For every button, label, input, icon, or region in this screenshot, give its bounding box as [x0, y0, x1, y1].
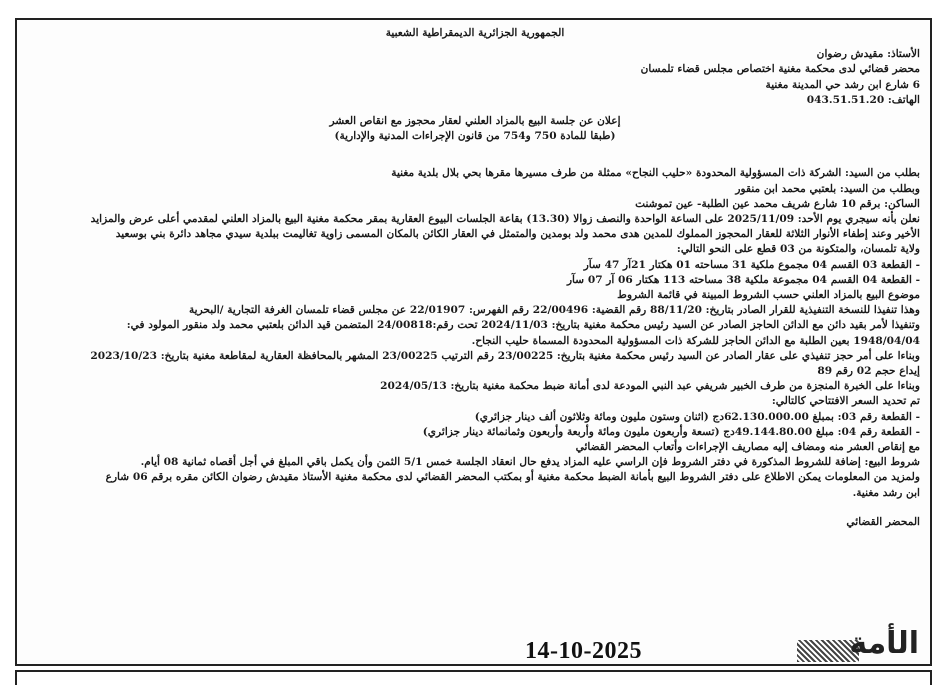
body-line: ابن رشد مغنية. [852, 486, 920, 499]
body-line: تم تحديد السعر الافتتاحي كالتالي: [771, 395, 920, 408]
bailiff-name: الأستاذ: مقيدش رضوان [816, 48, 920, 61]
bailiff-title: محضر قضائي لدى محكمة مغنية اختصاص مجلس قضاء تلمسان [640, 63, 920, 76]
body-line: وتنفيذا لأمر بقيد دائن مع الدائن الحاجز الصادر عن السيد رئيس محكمة مغنية بتاريخ: 2024/11/03 تحت رقم:24/00818 المتضمن قيد الدائن بلعتبي محمد ولد منقور المولود في: [126, 319, 920, 332]
signature: المحضر القضائي [846, 515, 920, 528]
body-line: مع إنقاص العشر منه ومضاف إليه مصاريف الإجراءات وأتعاب المحضر القضائي [575, 441, 920, 454]
body-line: - القطعة رقم 04: مبلغ 49.144.80.00دج (تسعة وأربعون مليون ومائة وأربعة وأربعون وثمانمائة دينار جزائري) [422, 425, 920, 438]
body-line: وبناءا على أمر حجز تنفيذي على عقار الصادر عن السيد رئيس محكمة مغنية بتاريخ: 23/00225 رقم الترتيب 23/00225 المشهر بالمحافظة العقارية لمقاطعة مغنية بتاريخ: 2023/10/23 [90, 349, 920, 362]
body-line: ولمزيد من المعلومات يمكن الاطلاع على دفتر الشروط البيع بأمانة الضبط محكمة مغنية أو بمكتب المحضر القضائي لدى محكمة مغنية الأستاذ مقيدش رضوان الكائن مقره برقم 06 شارع [105, 471, 920, 484]
body-line: الأخير وعند إطفاء الأنوار الثلاثة للعقار المحجوز المملوك للمدين هدى محمد ولد بومدين والمتمثل في العقار الكائن بالمكان المسمى زاوية تغاليمت ببلدية سيدي مجاهد دائرة بني بوسعيد [115, 228, 920, 241]
body-line: وبطلب من السيد: بلعتبي محمد ابن منقور [735, 182, 920, 195]
body-line: - القطعة رقم 03: بمبلغ 62.130.000.00دج (اثنان وستون مليون ومائة وثلاثون ألف دينار جزائري) [474, 410, 920, 423]
republic-header: الجمهورية الجزائرية الديمقراطية الشعبية [385, 27, 565, 39]
publication-date: 14-10-2025 [525, 638, 642, 664]
body-line: وهذا تنفيذا للنسخة التنفيذية للقرار الصادر بتاريخ: 88/11/20 رقم القضية: 22/00496 رقم الفهرس: 22/01907 عن مجلس قضاء تلمسان الغرفة التجارية /البحرية [189, 304, 920, 317]
body-line: - القطعة 04 القسم 04 مجموعة ملكية 38 مساحته 113 هكتار 06 آر 07 سآر [566, 273, 920, 286]
bailiff-phone: الهاتف: 043.51.51.20 [806, 93, 920, 106]
body-line: شروط البيع: إضافة للشروط المذكورة في دفتر الشروط فإن الراسي عليه المزاد يدفع حال انعقاد الجلسة خمس 5/1 الثمن وأن يكمل باقي المبلغ في أجل أقصاه ثمانية 08 أيام. [140, 456, 920, 469]
body-line: 1948/04/04 بعين الطلبة مع الدائن الحاجز للشركة ذات المسؤولية المحدودة المسماة حليب النجاح. [471, 334, 920, 347]
next-announcement-frame [15, 670, 932, 685]
body-line: ولاية تلمسان، والمتكونة من 03 قطع على النحو التالي: [676, 243, 920, 256]
bailiff-address: 6 شارع ابن رشد حي المدينة مغنية [765, 78, 920, 91]
body-line: موضوع البيع بالمزاد العلني حسب الشروط المبينة في قائمة الشروط [617, 289, 920, 302]
body-line: نعلن بأنه سيجري يوم الأحد: 2025/11/09 على الساعة الواحدة والنصف زوالا (13.30) بقاعة الجلسات البيوع العقارية بمقر محكمة مغنية البيع بالمزاد العلني لمقدمي أعلى عرض والمزايد [90, 213, 920, 226]
logo-text: الأمة [849, 626, 919, 661]
announcement-document [30, 26, 920, 530]
announcement-title: إعلان عن جلسة البيع بالمزاد العلني لعقار محجوز مع انقاص العشر [329, 115, 621, 128]
announcement-subtitle: (طبقا للمادة 750 و754 من قانون الإجراءات المدنية والإدارية) [334, 130, 616, 143]
body-line: إيداع حجم 02 رقم 89 [817, 365, 920, 378]
body-line: الساكن: برقم 10 شارع شريف محمد عين الطلبة- عين تموشنت [635, 197, 920, 210]
body-line: - القطعة 03 القسم 04 مجموع ملكية 31 مساحته 01 هكتار 21آر 47 سآر [583, 258, 920, 271]
body-line: وبناءا على الخبرة المنجزة من طرف الخبير شريفي عبد النبي المودعة لدى أمانة ضبط محكمة مغنية بتاريخ: 2024/05/13 [380, 380, 920, 393]
newspaper-logo [797, 626, 919, 664]
body-line: بطلب من السيد: الشركة ذات المسؤولية المحدودة «حليب النجاح» ممثلة من طرف مسيرها مقرها بحي بلال بلدية مغنية [391, 167, 920, 180]
